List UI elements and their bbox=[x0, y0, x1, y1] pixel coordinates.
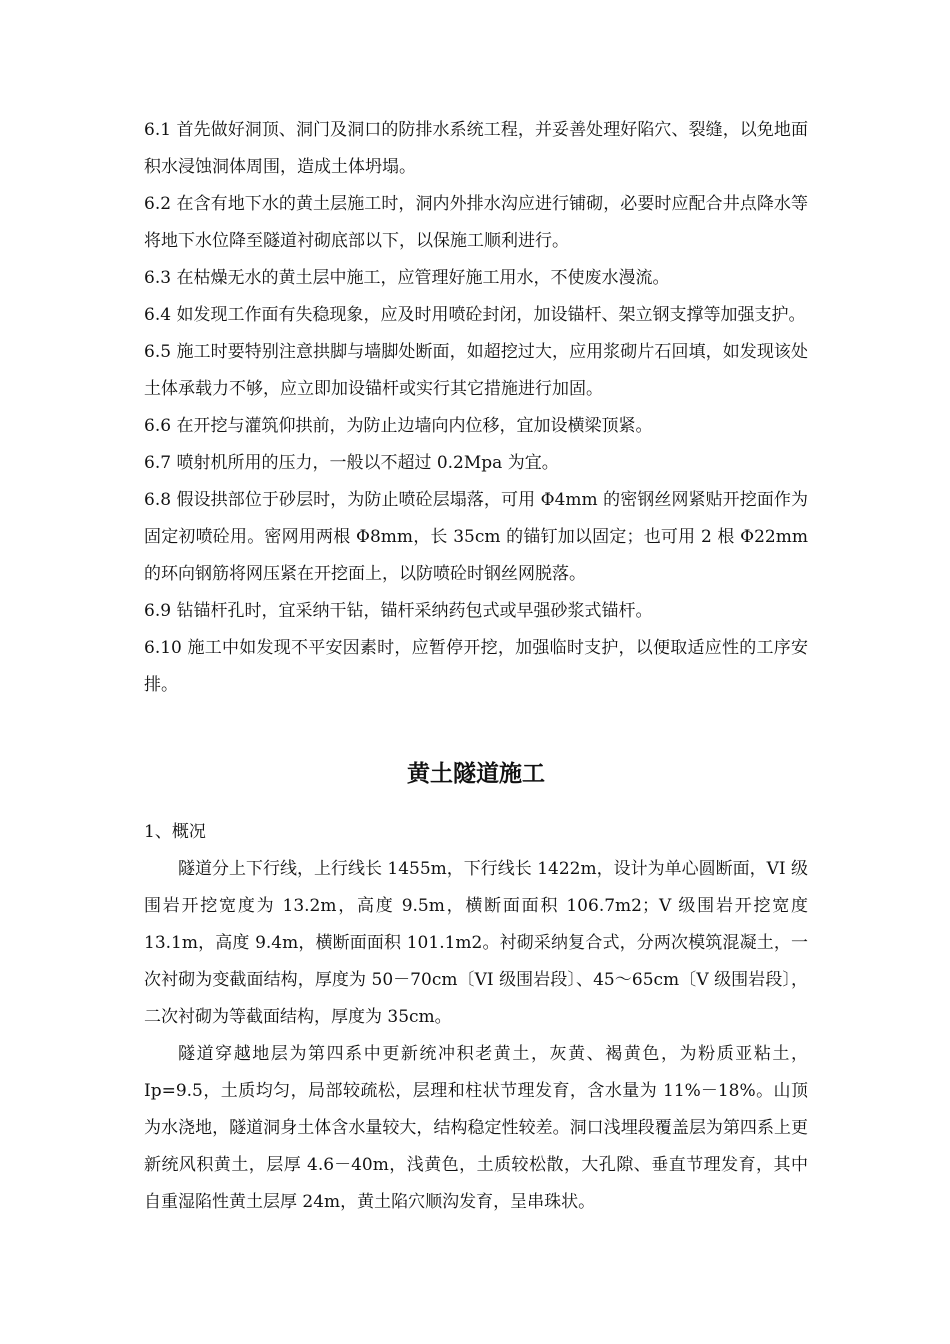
note-item-6-9: 6.9 钻锚杆孔时，宜采纳干钻，锚杆采纳药包式或早强砂浆式锚杆。 bbox=[144, 601, 653, 621]
note-item-6-10: 6.10 施工中如发现不平安因素时，应暂停开挖，加强临时支护，以便取适应性的工序安排。 bbox=[144, 638, 808, 695]
note-item-6-4: 6.4 如发现工作面有失稳现象，应及时用喷砼封闭，加设锚杆、架立钢支撑等加强支护。 bbox=[144, 305, 806, 325]
note-item-6-5: 6.5 施工时要特别注意拱脚与墙脚处断面，如超挖过大，应用浆砌片石回填，如发现该处土体承载力不够，应立即加设锚杆或实行其它措施进行加固。 bbox=[144, 342, 808, 399]
note-item-6-1: 6.1 首先做好洞顶、洞门及洞口的防排水系统工程，并妥善处理好陷穴、裂缝，以免地面积水浸蚀洞体周围，造成土体坍塌。 bbox=[144, 120, 808, 177]
section-title: 黄土隧道施工 bbox=[407, 760, 545, 787]
note-item-6-2: 6.2 在含有地下水的黄土层施工时，洞内外排水沟应进行铺砌，必要时应配合井点降水等将地下水位降至隧道衬砌底部以下，以保施工顺利进行。 bbox=[144, 194, 808, 251]
construction-notes-list bbox=[144, 112, 808, 704]
overview-heading: 1、概况 bbox=[144, 822, 206, 842]
note-item-6-7: 6.7 喷射机所用的压力，一般以不超过 0.2Mpa 为宜。 bbox=[144, 453, 559, 473]
overview-paragraph-1: 隧道分上下行线，上行线长 1455m，下行线长 1422m，设计为单心圆断面，VI 级围岩开挖宽度为 13.2m，高度 9.5m，横断面面积 106.7m2；V 级围岩开挖宽度 13.1m，高度 9.4m，横断面面积 101.1m2。衬砌采纳复合式，分两次模筑混凝土，一次衬砌为变截面结构，厚度为 50－70cm〔VI 级围岩段〕、45～65cm〔V 级围岩段〕，二次衬砌为等截面结构，厚度为 35cm。 bbox=[144, 859, 808, 1027]
note-item-6-3: 6.3 在枯燥无水的黄土层中施工，应管理好施工用水，不使废水漫流。 bbox=[144, 268, 670, 288]
document-content bbox=[144, 112, 808, 1221]
note-item-6-8: 6.8 假设拱部位于砂层时，为防止喷砼层塌落，可用 Φ4mm 的密钢丝网紧贴开挖面作为固定初喷砼用。密网用两根 Φ8mm，长 35cm 的锚钉加以固定；也可用 2 根 Φ22mm 的环向钢筋将网压紧在开挖面上，以防喷砼时钢丝网脱落。 bbox=[144, 490, 808, 584]
note-item-6-6: 6.6 在开挖与灌筑仰拱前，为防止边墙向内位移，宜加设横梁顶紧。 bbox=[144, 416, 653, 436]
overview-paragraph-2: 隧道穿越地层为第四系中更新统冲积老黄土，灰黄、褐黄色，为粉质亚粘土，Ip=9.5，土质均匀，局部较疏松，层理和柱状节理发育，含水量为 11%－18%。山顶为水浇地，隧道洞身土体含水量较大，结构稳定性较差。洞口浅埋段覆盖层为第四系上更新统风积黄土，层厚 4.6－40m，浅黄色，土质较松散，大孔隙、垂直节理发育，其中自重湿陷性黄土层厚 24m，黄土陷穴顺沟发育，呈串珠状。 bbox=[144, 1044, 808, 1212]
